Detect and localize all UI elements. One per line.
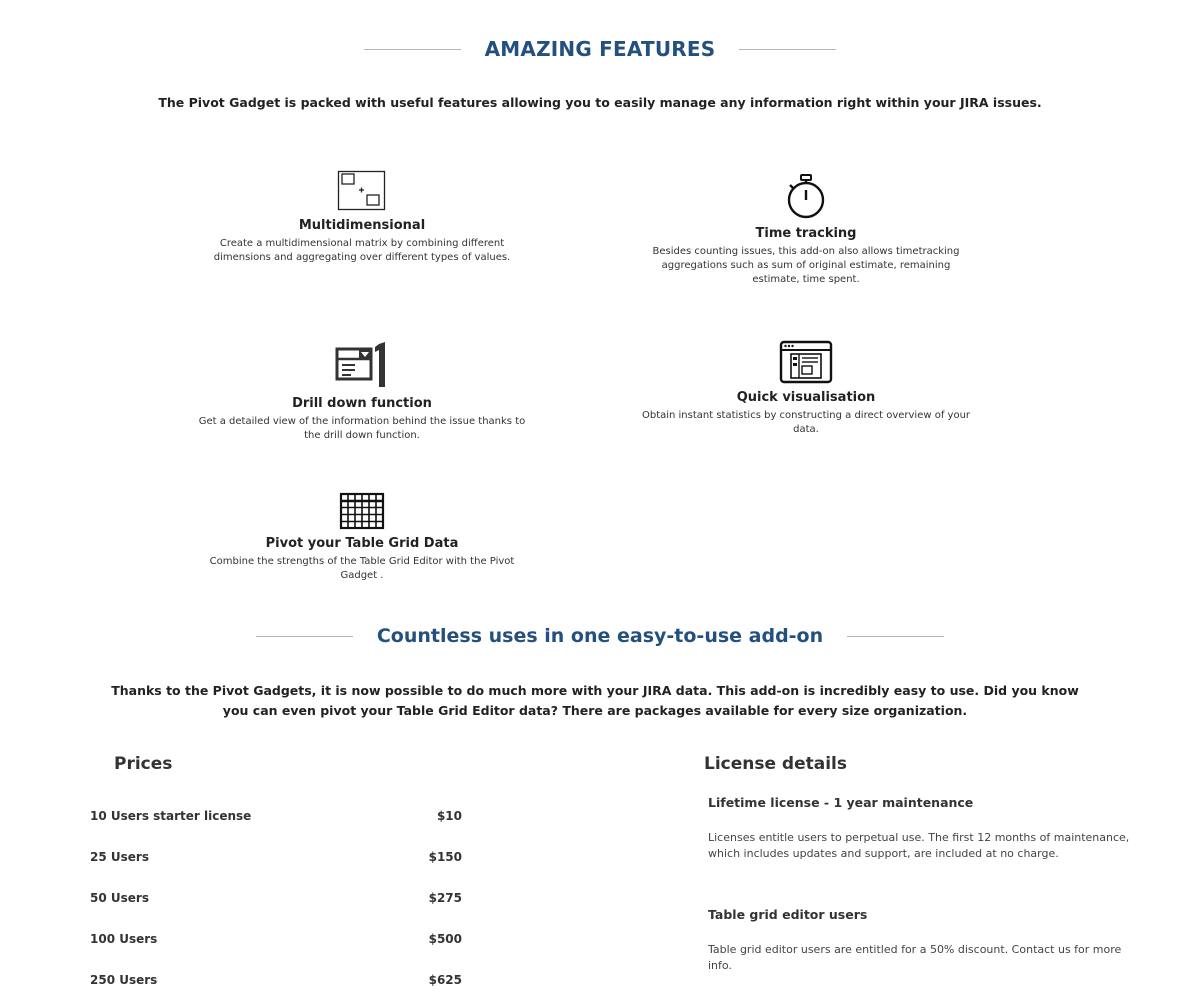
drill-down-icon — [335, 340, 389, 390]
price-label: 250 Users — [90, 973, 158, 987]
price-value: $625 — [428, 973, 462, 987]
features-heading — [0, 34, 1200, 64]
price-value: $10 — [436, 809, 462, 823]
feature-title: Quick visualisation — [736, 390, 876, 405]
feature-drill-down — [190, 340, 534, 443]
feature-quick-visualisation — [640, 340, 972, 437]
feature-title: Pivot your Table Grid Data — [265, 536, 459, 551]
prices-title: Prices — [114, 754, 173, 774]
stopwatch-icon — [781, 172, 831, 220]
feature-description: Get a detailed view of the information behind the issue thanks to the drill down function. — [198, 416, 526, 441]
table-grid-icon — [339, 492, 385, 530]
feature-multidimensional — [196, 170, 528, 265]
license-block-table-grid — [708, 907, 1138, 974]
feature-description: Besides counting issues, this add-on also allows timetracking aggregations such as sum of original estimate, remaining estimate, time spent. — [652, 246, 960, 285]
feature-title: Multidimensional — [298, 218, 426, 233]
price-row — [90, 932, 462, 952]
price-row — [90, 973, 462, 993]
license-text: Table grid editor users are entitled for a 50% discount. Contact us for more info. — [708, 943, 1122, 972]
price-row — [90, 850, 462, 870]
heading-rule-right — [847, 636, 944, 637]
feature-title: Drill down function — [292, 396, 432, 411]
browser-window-icon — [779, 340, 833, 384]
price-label: 25 Users — [90, 850, 149, 864]
price-label: 50 Users — [90, 891, 149, 905]
license-block-lifetime — [708, 795, 1138, 862]
price-row — [90, 891, 462, 911]
features-title: AMAZING FEATURES — [484, 37, 716, 61]
price-value: $275 — [428, 891, 462, 905]
heading-rule-left — [256, 636, 353, 637]
license-text: Licenses entitle users to perpetual use. The first 12 months of maintenance, which includes updates and support, are included at no charge. — [708, 831, 1130, 860]
feature-description: Obtain instant statistics by constructing a direct overview of your data. — [641, 410, 971, 435]
price-value: $500 — [428, 932, 462, 946]
price-label: 10 Users starter license — [90, 809, 252, 823]
license-title: License details — [704, 754, 848, 774]
uses-title: Countless uses in one easy-to-use add-on — [376, 625, 824, 647]
feature-table-grid — [190, 492, 534, 583]
features-intro: The Pivot Gadget is packed with useful features allowing you to easily manage any information right within your JIRA issues. — [158, 95, 1042, 110]
price-label: 100 Users — [90, 932, 158, 946]
price-value: $150 — [428, 850, 462, 864]
feature-title: Time tracking — [755, 226, 857, 241]
heading-rule-left — [364, 49, 461, 50]
multidimensional-icon — [337, 170, 387, 212]
price-row — [90, 809, 462, 829]
uses-intro: Thanks to the Pivot Gadgets, it is now possible to do much more with your JIRA data. This add-on is incredibly easy to use. Did you know you can even pivot your Table Grid Editor data? There are packages available for every size organization. — [111, 683, 1079, 718]
feature-time-tracking — [640, 172, 972, 287]
license-heading: Lifetime license - 1 year maintenance — [708, 795, 974, 810]
license-heading: Table grid editor users — [708, 907, 868, 922]
feature-description: Combine the strengths of the Table Grid Editor with the Pivot Gadget . — [209, 556, 515, 581]
feature-description: Create a multidimensional matrix by combining different dimensions and aggregating over different types of values. — [213, 238, 511, 263]
uses-heading — [0, 621, 1200, 651]
heading-rule-right — [739, 49, 836, 50]
